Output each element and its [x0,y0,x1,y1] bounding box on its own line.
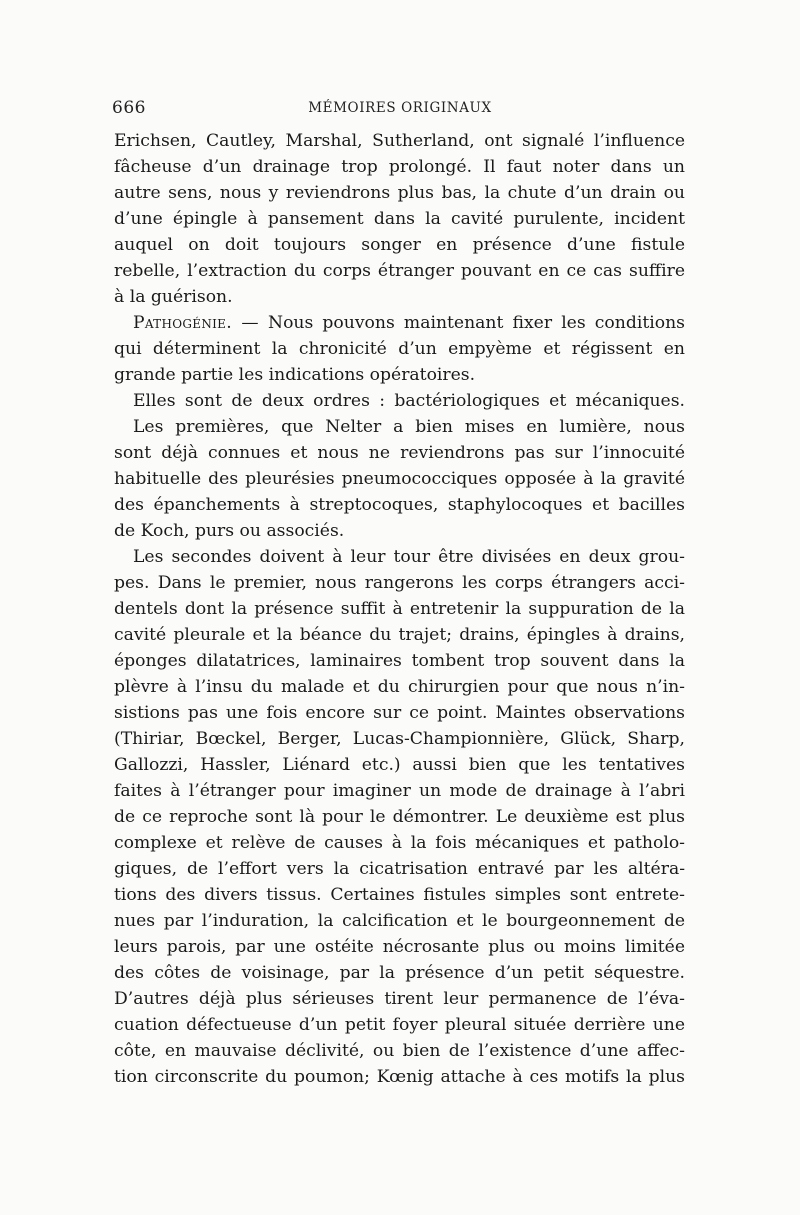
text-line: leurs parois, par une ostéite nécrosante plus ou moins limitée [114,937,685,957]
text-line: Erichsen, Cautley, Marshal, Sutherland, ont signalé l’influence [114,131,685,151]
text-line: plèvre à l’insu du malade et du chirurgien pour que nous n’in- [114,677,685,697]
text-line: dentels dont la présence suffit à entretenir la suppuration de la [114,599,685,619]
text-line: D’autres déjà plus sérieuses tirent leur permanence de l’éva- [114,989,685,1009]
text-line: pes. Dans le premier, nous rangerons les corps étrangers acci- [114,573,685,593]
text-line: des épanchements à streptocoques, staphylocoques et bacilles [114,495,685,515]
text-fragment: Nous pouvons maintenant fixer les conditions [268,313,685,333]
text-line: complexe et relève de causes à la fois mécaniques et patholo- [114,833,685,853]
text-line: tion circonscrite du poumon; Kœnig attache à ces motifs la plus [114,1067,685,1087]
text-line: faites à l’étranger pour imaginer un mode de drainage à l’abri [114,781,685,801]
text-line: sont déjà connues et nous ne reviendrons pas sur l’innocuité [114,443,685,463]
text-line: de Koch, purs ou associés. [114,521,345,541]
text-line: des côtes de voisinage, par la présence d’un petit séquestre. [114,963,685,983]
text-line: cavité pleurale et la béance du trajet; drains, épingles à drains, [114,625,685,645]
text-line: côte, en mauvaise déclivité, ou bien de l’existence d’une affec- [114,1041,685,1061]
text-line: à la guérison. [114,287,233,307]
text-line: cuation défectueuse d’un petit foyer pleural située derrière une [114,1015,685,1035]
running-header [112,98,688,122]
text-line: qui déterminent la chronicité d’un empyème et régissent en [114,339,685,359]
text-line: rebelle, l’extraction du corps étranger pouvant en ce cas suffire [114,261,685,281]
text-line: grande partie les indications opératoires. [114,365,476,385]
text-line: Les premières, que Nelter a bien mises en lumière, nous [133,417,685,437]
text-line: Elles sont de deux ordres : bactériologiques et mécaniques. [133,391,685,411]
text-line: auquel on doit toujours songer en présence d’une fistule [114,235,685,255]
body-text [114,128,685,1090]
text-line: tions des divers tissus. Certaines fistules simples sont entrete- [114,885,685,905]
text-line: giques, de l’effort vers la cicatrisation entravé par les altéra- [114,859,685,879]
text-line: éponges dilatatrices, laminaires tombent trop souvent dans la [114,651,685,671]
running-title: MÉMOIRES ORIGINAUX [308,100,492,116]
section-line [114,310,685,336]
text-line: Les secondes doivent à leur tour être divisées en deux grou- [133,547,685,567]
text-line: habituelle des pleurésies pneumococciques opposée à la gravité [114,469,685,489]
text-line: autre sens, nous y reviendrons plus bas, la chute d’un drain ou [114,183,685,203]
text-line: d’une épingle à pansement dans la cavité purulente, incident [114,209,685,229]
text-line: sistions pas une fois encore sur ce point. Maintes observations [114,703,685,723]
text-line: fâcheuse d’un drainage trop prolongé. Il faut noter dans un [114,157,685,177]
text-line: (Thiriar, Bœckel, Berger, Lucas-Championnière, Glück, Sharp, [114,729,685,749]
text-line: nues par l’induration, la calcification et le bourgeonnement de [114,911,685,931]
text-line: de ce reproche sont là pour le démontrer. Le deuxième est plus [114,807,685,827]
section-heading: Pathogénie. — [133,313,259,333]
text-line: Gallozzi, Hassler, Liénard etc.) aussi bien que les tentatives [114,755,685,775]
page-number: 666 [112,98,146,118]
